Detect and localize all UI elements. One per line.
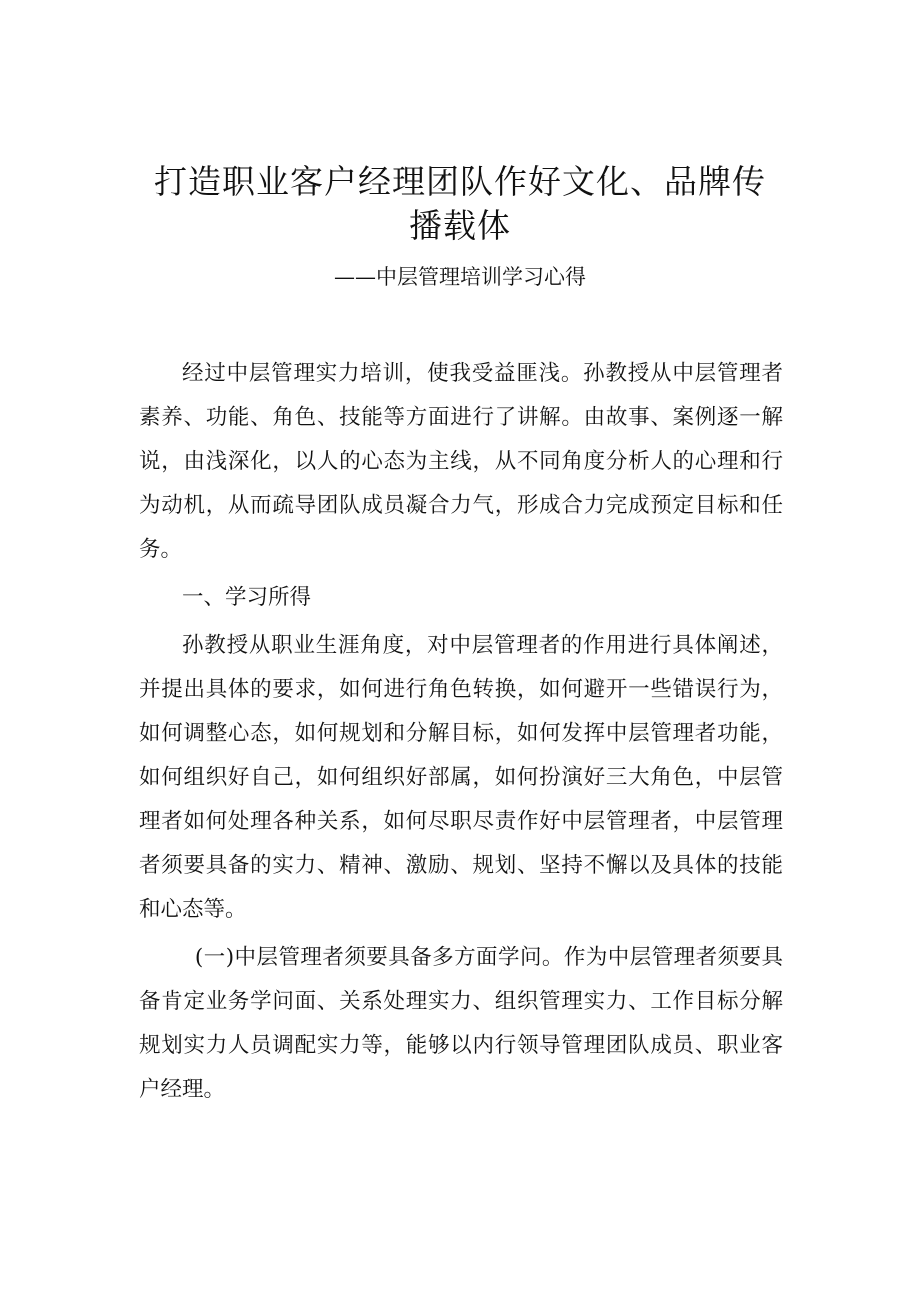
- document-title-line-2: 播载体: [409, 206, 511, 245]
- subsection-1-paragraph: (一)中层管理者须要具备多方面学问。作为中层管理者须要具备肯定业务学问面、关系处理实力、组织管理实力、工作目标分解规划实力人员调配实力等，能够以内行领导管理团队成员、职业客户经理。: [139, 945, 783, 1102]
- document-subtitle: ——中层管理培训学习心得: [334, 265, 586, 289]
- intro-paragraph: 经过中层管理实力培训，使我受益匪浅。孙教授从中层管理者素养、功能、角色、技能等方面进行了讲解。由故事、案例逐一解说，由浅深化，以人的心态为主线，从不同角度分析人的心理和行为动机，从而疏导团队成员凝合力气，形成合力完成预定目标和任务。: [139, 361, 783, 562]
- section-heading-learning-gains: 一、学习所得: [182, 585, 312, 610]
- section-1-paragraph: 孙教授从职业生涯角度，对中层管理者的作用进行具体阐述，并提出具体的要求，如何进行角色转换，如何避开一些错误行为，如何调整心态，如何规划和分解目标，如何发挥中层管理者功能，如何组织好自己，如何组织好部属，如何扮演好三大角色，中层管理者如何处理各种关系，如何尽职尽责作好中层管理者，中层管理者须要具备的实力、精神、激励、规划、坚持不懈以及具体的技能和心态等。: [139, 633, 783, 922]
- document-body: [139, 352, 783, 1112]
- document-title-line-1: 打造职业客户经理团队作好文化、品牌传: [154, 162, 766, 201]
